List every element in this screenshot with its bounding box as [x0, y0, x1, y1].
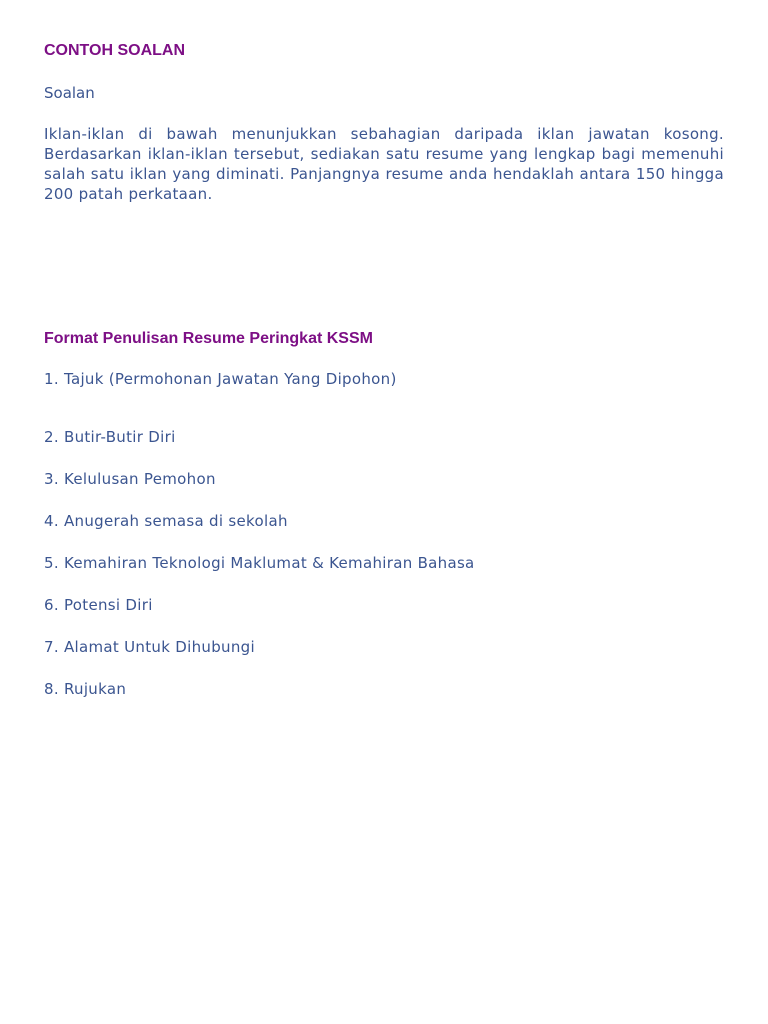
list-item: 1. Tajuk (Permohonan Jawatan Yang Dipohon) [44, 370, 397, 388]
list-item: 4. Anugerah semasa di sekolah [44, 512, 288, 530]
list-item: 7. Alamat Untuk Dihubungi [44, 638, 255, 656]
list-item: 2. Butir-Butir Diri [44, 428, 176, 446]
format-heading: Format Penulisan Resume Peringkat KSSM [44, 330, 373, 347]
page-title: CONTOH SOALAN [44, 42, 186, 59]
question-label: Soalan [44, 84, 95, 102]
list-item: 5. Kemahiran Teknologi Maklumat & Kemahiran Bahasa [44, 554, 475, 572]
question-paragraph: Iklan-iklan di bawah menunjukkan sebahagian daripada iklan jawatan kosong. Berdasarkan iklan-iklan tersebut, sediakan satu resume yang lengkap bagi memenuhi salah satu iklan yang diminati. Panjangnya resume anda hendaklah antara 150 hingga 200 patah perkataan. [44, 125, 724, 203]
list-item: 3. Kelulusan Pemohon [44, 470, 216, 488]
list-item: 6. Potensi Diri [44, 596, 153, 614]
list-item: 8. Rujukan [44, 680, 127, 698]
